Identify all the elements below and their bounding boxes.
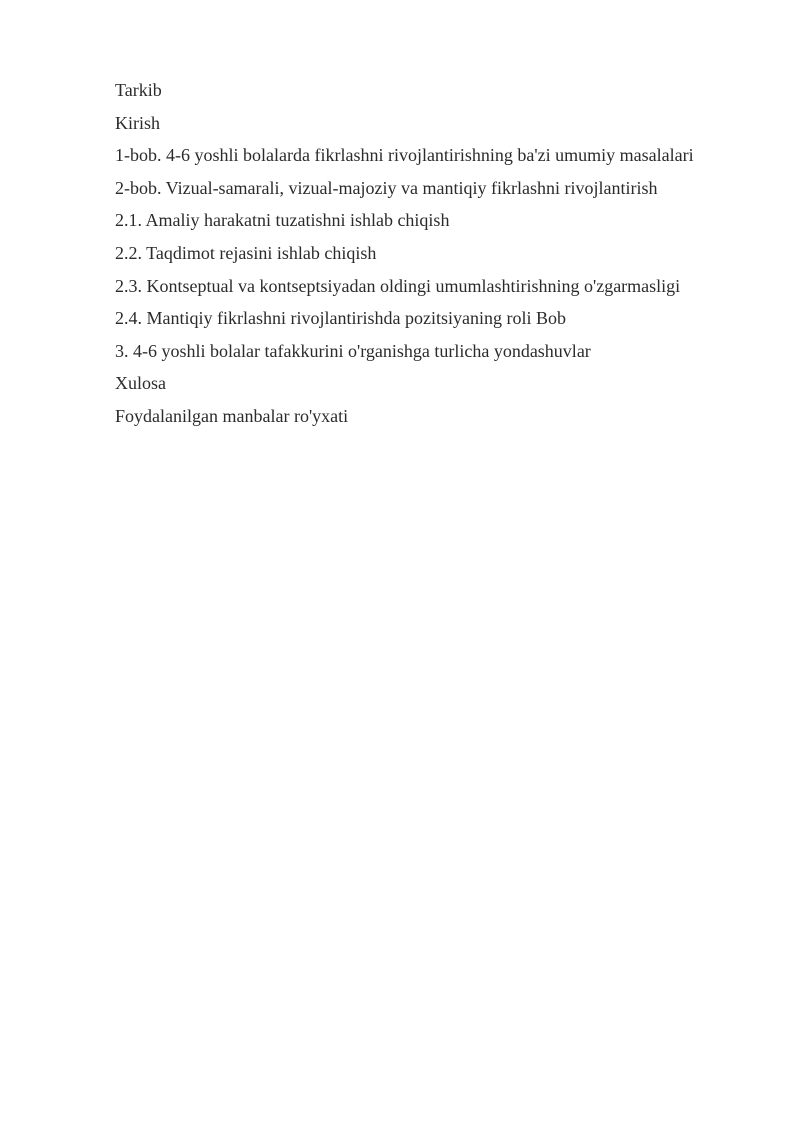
toc-entry: Foydalanilgan manbalar ro'yxati — [115, 405, 349, 426]
table-of-contents — [115, 74, 755, 433]
toc-entry: 2.2. Taqdimot rejasini ishlab chiqish — [115, 242, 377, 263]
toc-entry: 2.4. Mantiqiy fikrlashni rivojlantirishda pozitsiyaning roli Bob — [115, 308, 566, 329]
toc-entry: 2-bob. Vizual-samarali, vizual-majoziy va mantiqiy fikrlashni rivojlantirish — [115, 177, 658, 198]
toc-heading: Tarkib — [115, 80, 162, 100]
toc-entry: 1-bob. 4-6 yoshli bolalarda fikrlashni rivojlantirishning ba'zi umumiy masalalari — [115, 145, 694, 166]
toc-entry: 2.1. Amaliy harakatni tuzatishni ishlab chiqish — [115, 210, 450, 231]
toc-entry: Kirish — [115, 112, 160, 133]
toc-entry: Xulosa — [115, 373, 166, 394]
toc-entry: 2.3. Kontseptual va kontseptsiyadan oldingi umumlashtirishning o'zgarmasligi — [115, 275, 681, 296]
toc-entry: 3. 4-6 yoshli bolalar tafakkurini o'rganishga turlicha yondashuvlar — [115, 340, 591, 361]
